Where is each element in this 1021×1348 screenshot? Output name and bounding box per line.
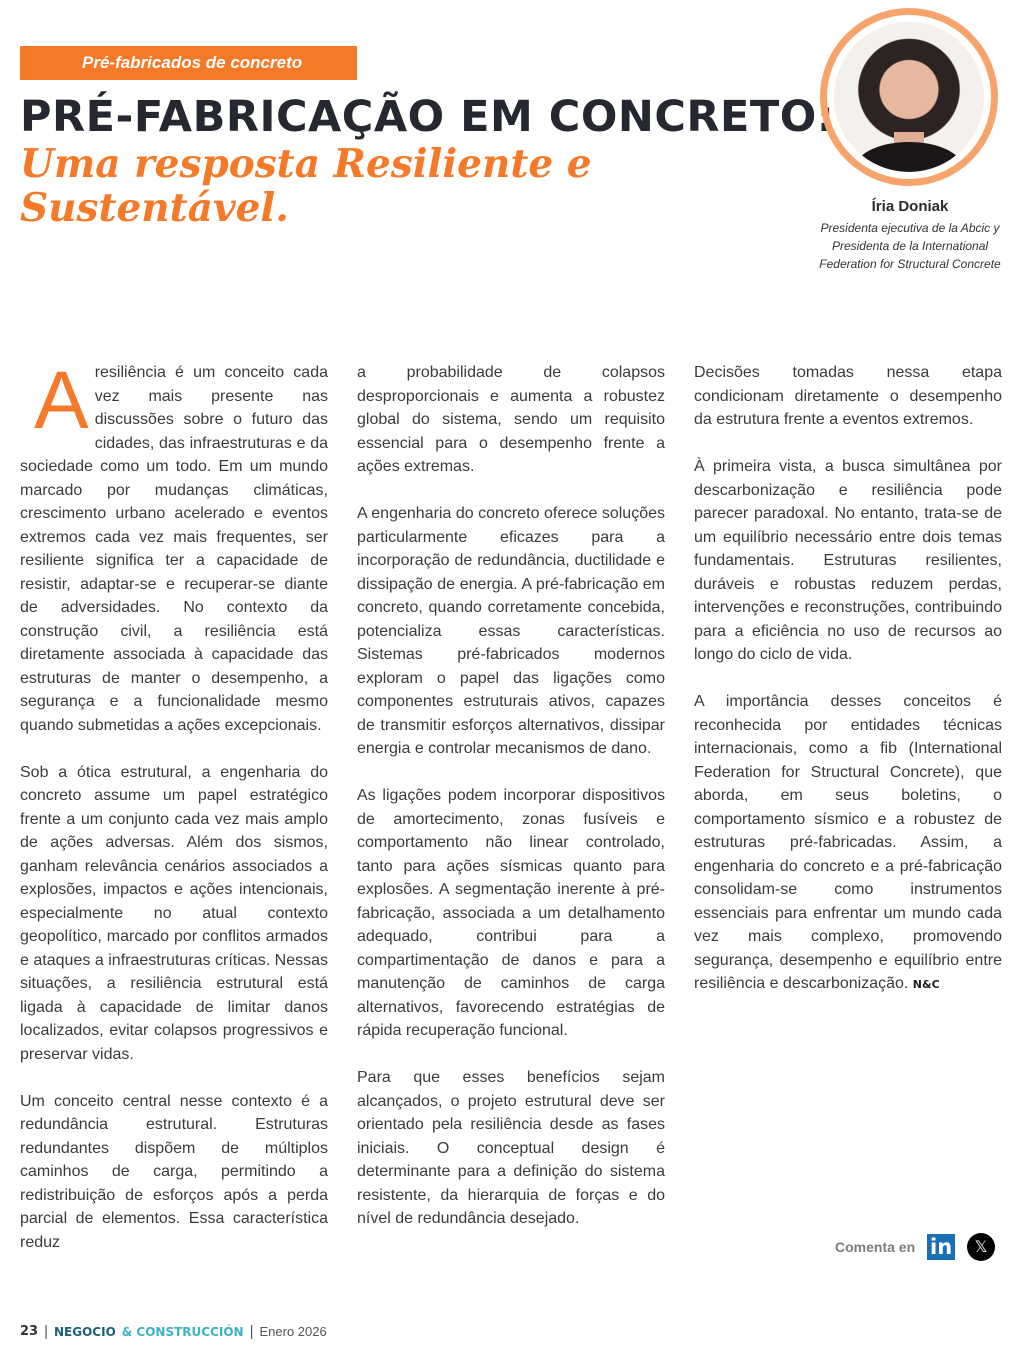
paragraph: Para que esses benefícios sejam alcançados, o projeto estrutural deve ser orientado pela resiliência desde as fases iniciais. O conceptual design é determinante para a definição do sistema resistente, da hierarquia de forças e do nível de redundância desejado. — [357, 1069, 665, 1227]
brand-name-part2: & CONSTRUCCIÓN — [121, 1324, 244, 1339]
paragraph: a probabilidade de colapsos desproporcionais e aumenta a robustez global do sistema, sendo um requisito essencial para o desempenho frente a ações extremas. — [357, 364, 665, 475]
x-icon[interactable]: 𝕏 — [967, 1233, 995, 1261]
paragraph: As ligações podem incorporar dispositivos de amortecimento, zonas fusíveis e comportamento não linear controlado, tanto para ações sísmicas quanto para explosões. A segmentação inerente à pré-fabricação, associada a um detalhamento adequado, contribui para a compartimentação de danos e para a manutenção de caminhos de carga alternativos, favorecendo estratégias de rápida recuperação funcional. — [357, 787, 665, 1039]
divider: | — [249, 1323, 254, 1340]
drop-cap: A — [34, 355, 89, 446]
author-role: Presidenta ejecutiva de la Abcic y Presidenta de la International Federation for Structural Concrete — [819, 221, 1001, 271]
paragraph: A engenharia do concreto oferece soluções particularmente eficazes para a incorporação de redundância, ductilidade e dissipação de energia. A pré-fabricação em concreto, quando corretamente concebida, potencializa essas características. Sistemas pré-fabricados modernos exploram o papel das ligações como componentes estruturais ativos, capazes de transmitir esforços alternativos, dissipar energia e controlar mecanismos de dano. — [357, 505, 665, 757]
share-bar — [835, 1233, 995, 1261]
paragraph: À primeira vista, a busca simultânea por descarbonização e resiliência pode parecer paradoxal. No entanto, trata-se de um equilíbrio necessário entre dois temas fundamentais. Estruturas resilientes, duráveis e robustas reduzem perdas, intervenções e reconstruções, contribuindo para a eficiência no uso de recursos ao longo do ciclo de vida. — [694, 458, 1002, 663]
end-mark: N&C — [912, 978, 940, 991]
page-footer — [20, 1323, 327, 1340]
brand-name-part1: NEGOCIO — [54, 1324, 116, 1339]
paragraph: Aresiliência é um conceito cada vez mais presente nas discussões sobre o futuro das cidades, das infraestruturas e da sociedade como um todo. Em um mundo marcado por mudanças climáticas, crescimento urbano acelerado e eventos extremos cada vez mais frequentes, ser resiliente significa ter a capacidade de resistir, adaptar-se e recuperar-se diante de adversidades. No contexto da construção civil, a resiliência está diretamente associada à capacidade das estruturas de manter o desempenho, a segurança e a funcionalidade mesmo quando submetidas a ações excepcionais. — [20, 355, 328, 734]
avatar — [810, 0, 1010, 200]
page-number: 23 — [20, 1324, 39, 1339]
article-column-1 — [20, 355, 328, 1278]
share-label: Comenta en — [835, 1239, 916, 1255]
page-title: PRÉ-FABRICAÇÃO EM CONCRETO: — [20, 92, 835, 142]
author-name: Íria Doniak — [871, 198, 949, 215]
paragraph: Decisões tomadas nessa etapa condicionam diretamente o desempenho da estrutura frente a eventos extremos. — [694, 364, 1002, 428]
author-card — [810, 0, 1010, 273]
paragraph: Um conceito central nesse contexto é a redundância estrutural. Estruturas redundantes dispõem de múltiplos caminhos de carga, permitindo a redistribuição de esforços após a perda parcial de elementos. Essa característica reduz — [20, 1092, 328, 1251]
paragraph: A importância desses conceitos é reconhecida por entidades técnicas internacionais, como a fib (International Federation for Structural Concrete), que aborda, em seus boletins, o comportamento sísmico e a robustez de estruturas pré-fabricadas. Assim, a engenharia do concreto e a pré-fabricação consolidam-se como instrumentos essenciais para enfrentar um mundo cada vez mais complexo, promovendo segurança, desempenho e equilíbrio entre resiliência e descarbonização. N&C — [694, 693, 1002, 992]
page-subtitle: Uma resposta Resiliente e Sustentável. — [20, 141, 592, 231]
linkedin-icon[interactable]: in — [927, 1234, 955, 1260]
divider: | — [44, 1323, 48, 1340]
author-photo — [834, 22, 984, 172]
article-column-3 — [694, 361, 1002, 1020]
article-column-2 — [357, 361, 665, 1254]
issue-date: Enero 2026 — [259, 1324, 327, 1339]
section-tag: Pré-fabricados de concreto — [20, 46, 357, 80]
paragraph: Sob a ótica estrutural, a engenharia do concreto assume um papel estratégico frente a um conjunto cada vez mais amplo de ações adversas. Além dos sismos, ganham relevância cenários associados a explosões, impactos e ações intencionais, especialmente no atual contexto geopolítico, marcado por conflitos armados e ataques a infraestruturas críticas. Nessas situações, a resiliência estrutural está ligada à capacidade de limitar danos localizados, evitar colapsos progressivos e preservar vidas. — [20, 763, 328, 1063]
